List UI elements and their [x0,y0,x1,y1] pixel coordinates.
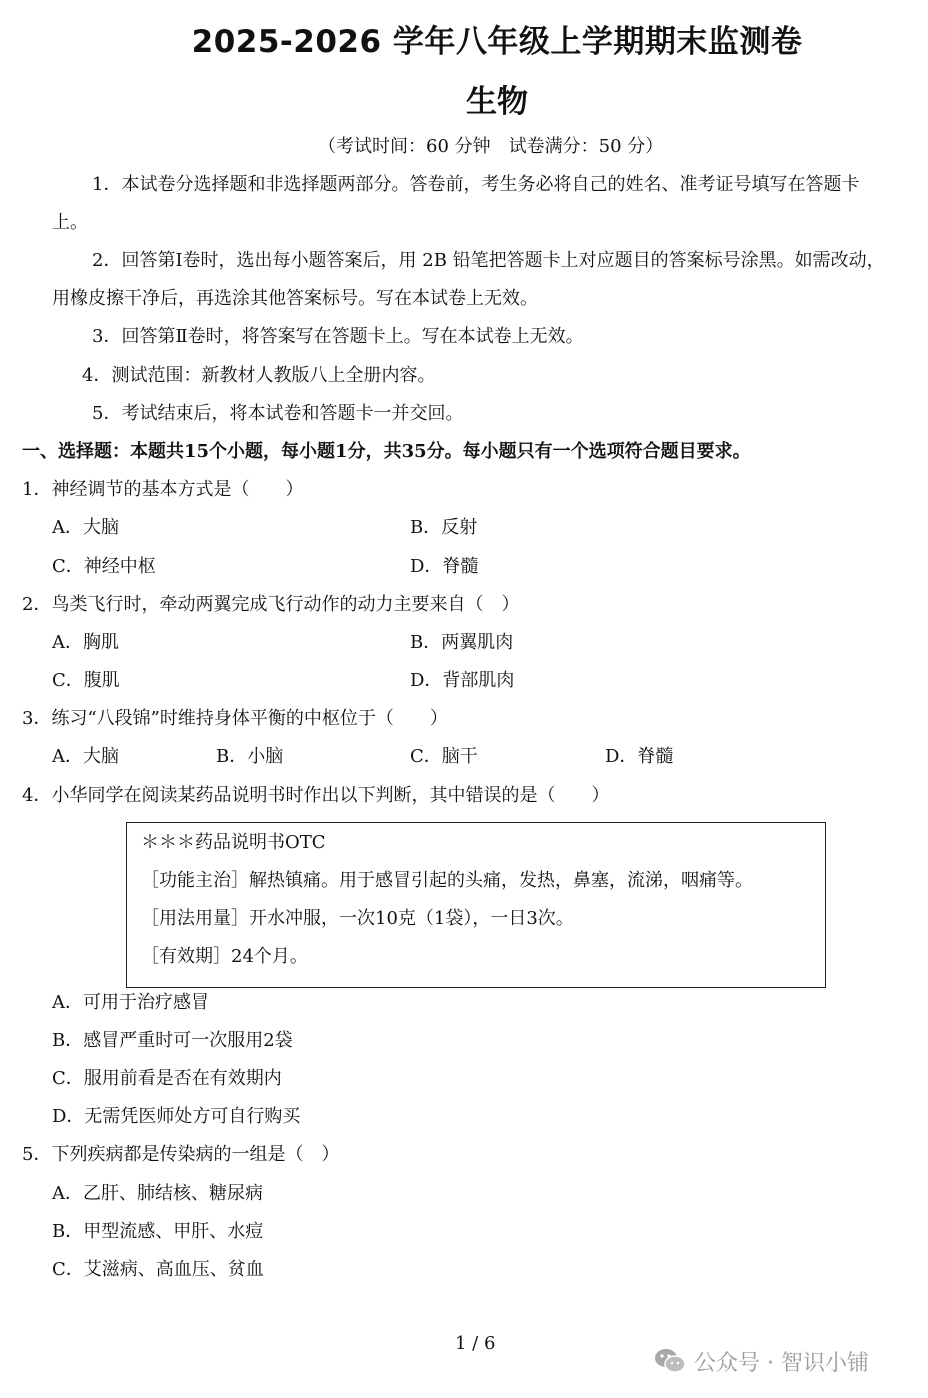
question-option: A．大脑 [52,746,119,767]
box-line: ＊＊＊药品说明书OTC [141,832,326,853]
question-option: A．可用于治疗感冒 [52,992,209,1013]
question-stem: 4．小华同学在阅读某药品说明书时作出以下判断，其中错误的是（ ） [22,785,610,806]
instruction-line: 3．回答第Ⅱ卷时，将答案写在答题卡上。写在本试卷上无效。 [92,326,584,347]
drug-instructions-box [126,822,826,988]
question-option: D．无需凭医师处方可自行购买 [52,1106,301,1127]
box-line: ［用法用量］开水冲服，一次10克（1袋），一日3次。 [141,908,574,929]
question-option: C．脑干 [410,746,478,767]
watermark [654,1344,869,1378]
wechat-icon [654,1347,686,1375]
question-option: C．腹肌 [52,670,120,691]
question-option: A．胸肌 [52,632,119,653]
question-stem: 1．神经调节的基本方式是（ ） [22,479,304,500]
question-option: C．服用前看是否在有效期内 [52,1068,282,1089]
question-option: B．感冒严重时可一次服用2袋 [52,1030,293,1051]
question-option: C．艾滋病、高血压、贫血 [52,1259,264,1280]
question-option: C．神经中枢 [52,556,156,577]
question-option: B．反射 [410,517,478,538]
subject-title: 生物 [466,84,528,120]
section-heading: 一、选择题：本题共15个小题，每小题1分，共35分。每小题只有一个选项符合题目要求。 [22,441,751,462]
question-stem: 5．下列疾病都是传染病的一组是（ ） [22,1144,340,1165]
page-number: 1 / 6 [455,1333,496,1354]
instruction-line: 4．测试范围：新教材人教版八上全册内容。 [82,365,436,386]
exam-info: （考试时间：60 分钟 试卷满分：50 分） [318,136,664,157]
instruction-line: 2．回答第Ⅰ卷时，选出每小题答案后，用 2B 铅笔把答题卡上对应题目的答案标号涂黑。如需改动， [92,250,885,271]
instruction-line: 5．考试结束后，将本试卷和答题卡一并交回。 [92,403,464,424]
question-option: B．小脑 [216,746,284,767]
question-option: B．甲型流感、甲肝、水痘 [52,1221,264,1242]
question-option: D．背部肌肉 [410,670,515,691]
exam-title: 2025-2026 学年八年级上学期期末监测卷 [191,24,803,60]
question-option: D．脊髓 [605,746,674,767]
box-line: ［有效期］24个月。 [141,946,308,967]
instruction-line: 用橡皮擦干净后，再选涂其他答案标号。写在本试卷上无效。 [52,288,538,309]
instruction-line: 上。 [52,212,88,233]
question-option: A．大脑 [52,517,119,538]
question-stem: 2．鸟类飞行时，牵动两翼完成飞行动作的动力主要来自（ ） [22,594,520,615]
question-option: B．两翼肌肉 [410,632,514,653]
box-line: ［功能主治］解热镇痛。用于感冒引起的头痛，发热，鼻塞，流涕，咽痛等。 [141,870,753,891]
question-stem: 3．练习“八段锦”时维持身体平衡的中枢位于（ ） [22,708,448,729]
question-option: A．乙肝、肺结核、糖尿病 [52,1183,263,1204]
question-option: D．脊髓 [410,556,479,577]
instruction-line: 1．本试卷分选择题和非选择题两部分。答卷前，考生务必将自己的姓名、准考证号填写在答题卡 [92,174,860,195]
watermark-text: 公众号 · 智识小铺 [694,1350,869,1376]
